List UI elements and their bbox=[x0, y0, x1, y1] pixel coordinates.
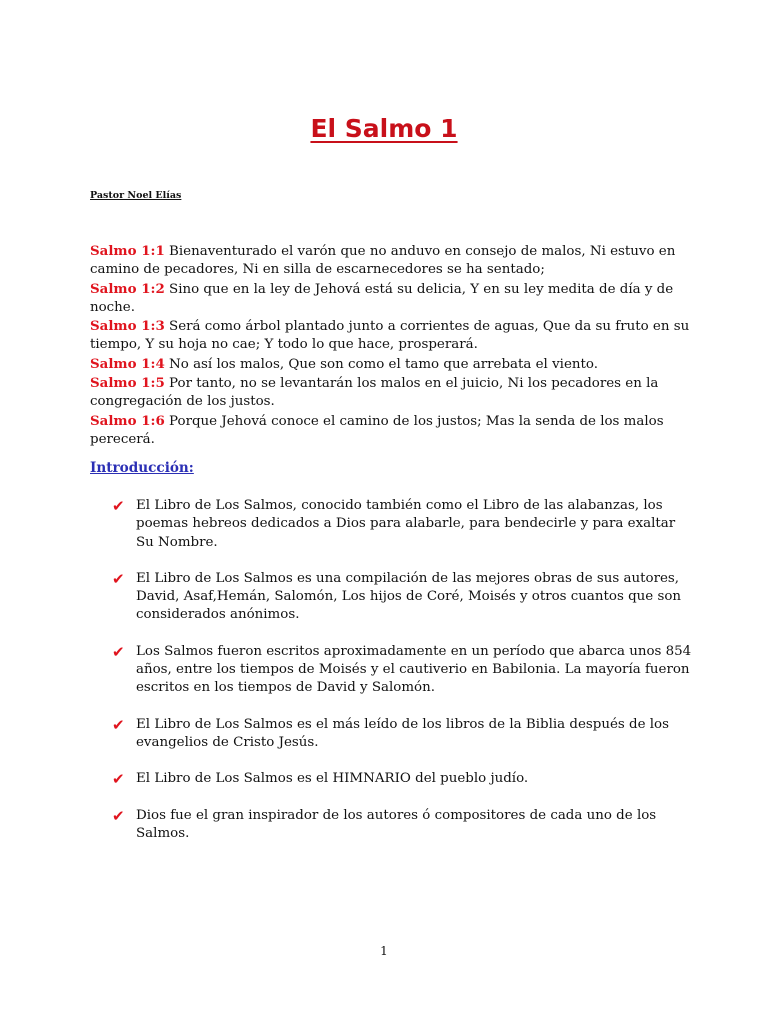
list-item bbox=[112, 570, 692, 625]
verse-text: Por tanto, no se levantarán los malos en el juicio, Ni los pecadores en la congregación de los justos. bbox=[90, 376, 659, 410]
verse bbox=[90, 355, 690, 374]
verse-text: Porque Jehová conoce el camino de los justos; Mas la senda de los malos perecerá. bbox=[90, 413, 664, 447]
verse-ref: Salmo 1:4 bbox=[90, 355, 165, 372]
verse-text: Será como árbol plantado junto a corrientes de aguas, Que da su fruto en su tiempo, Y su hoja no cae; Y todo lo que hace, prosperará. bbox=[90, 319, 690, 353]
verse-ref: Salmo 1:1 bbox=[90, 243, 165, 259]
intro-list bbox=[112, 497, 692, 861]
check-mark-icon: ✔ bbox=[112, 806, 125, 825]
verse-ref: Salmo 1:5 bbox=[90, 375, 165, 392]
page-number: 1 bbox=[380, 944, 388, 958]
list-item bbox=[112, 716, 692, 753]
verse bbox=[90, 412, 690, 450]
list-item bbox=[112, 770, 692, 788]
list-item-text: El Libro de Los Salmos es el HIMNARIO del pueblo judío. bbox=[136, 771, 529, 787]
list-item-text: Los Salmos fueron escritos aproximadamente en un período que abarca unos 854 años, entre los tiempos de Moisés y el cautiverio en Babilonia. La mayoría fueron escritos en los tiempos de David y Salomón. bbox=[136, 643, 692, 696]
check-mark-icon: ✔ bbox=[112, 497, 125, 515]
intro-heading: Introducción: bbox=[90, 460, 194, 476]
check-mark-icon: ✔ bbox=[112, 642, 125, 661]
check-mark-icon: ✔ bbox=[112, 569, 125, 588]
document-title: El Salmo 1 bbox=[310, 114, 458, 143]
verse bbox=[90, 317, 690, 355]
verse-ref: Salmo 1:3 bbox=[90, 318, 165, 335]
verse-ref: Salmo 1:6 bbox=[90, 412, 165, 429]
verse-ref: Salmo 1:2 bbox=[90, 280, 165, 297]
list-item-text: El Libro de Los Salmos, conocido también como el Libro de las alabanzas, los poemas hebreos dedicados a Dios para alabarle, para bendecirle y para exaltar Su Nombre. bbox=[136, 498, 676, 550]
verse-text: No así los malos, Que son como el tamo que arrebata el viento. bbox=[164, 356, 598, 372]
check-mark-icon: ✔ bbox=[112, 770, 125, 789]
author-line: Pastor Noel Elías bbox=[90, 190, 182, 201]
psalm-verses bbox=[90, 242, 690, 449]
verse-text: Sino que en la ley de Jehová está su delicia, Y en su ley medita de día y de noche. bbox=[90, 281, 674, 315]
verse bbox=[90, 280, 690, 318]
verse bbox=[90, 374, 690, 412]
list-item bbox=[112, 807, 692, 844]
list-item-text: El Libro de Los Salmos es una compilación de las mejores obras de sus autores, David, Asaf,Hemán, Salomón, Los hijos de Coré, Moisés y otros cuantos que son considerados anónimos. bbox=[136, 570, 682, 623]
list-item bbox=[112, 643, 692, 698]
verse bbox=[90, 242, 690, 280]
list-item bbox=[112, 497, 692, 552]
list-item-text: El Libro de Los Salmos es el más leído de los libros de la Biblia después de los evangelios de Cristo Jesús. bbox=[136, 716, 669, 750]
verse-text: Bienaventurado el varón que no anduvo en consejo de malos, Ni estuvo en camino de pecadores, Ni en silla de escarnecedores se ha sentado; bbox=[90, 244, 676, 278]
list-item-text: Dios fue el gran inspirador de los autores ó compositores de cada uno de los Salmos. bbox=[136, 807, 657, 841]
check-mark-icon: ✔ bbox=[112, 715, 125, 734]
